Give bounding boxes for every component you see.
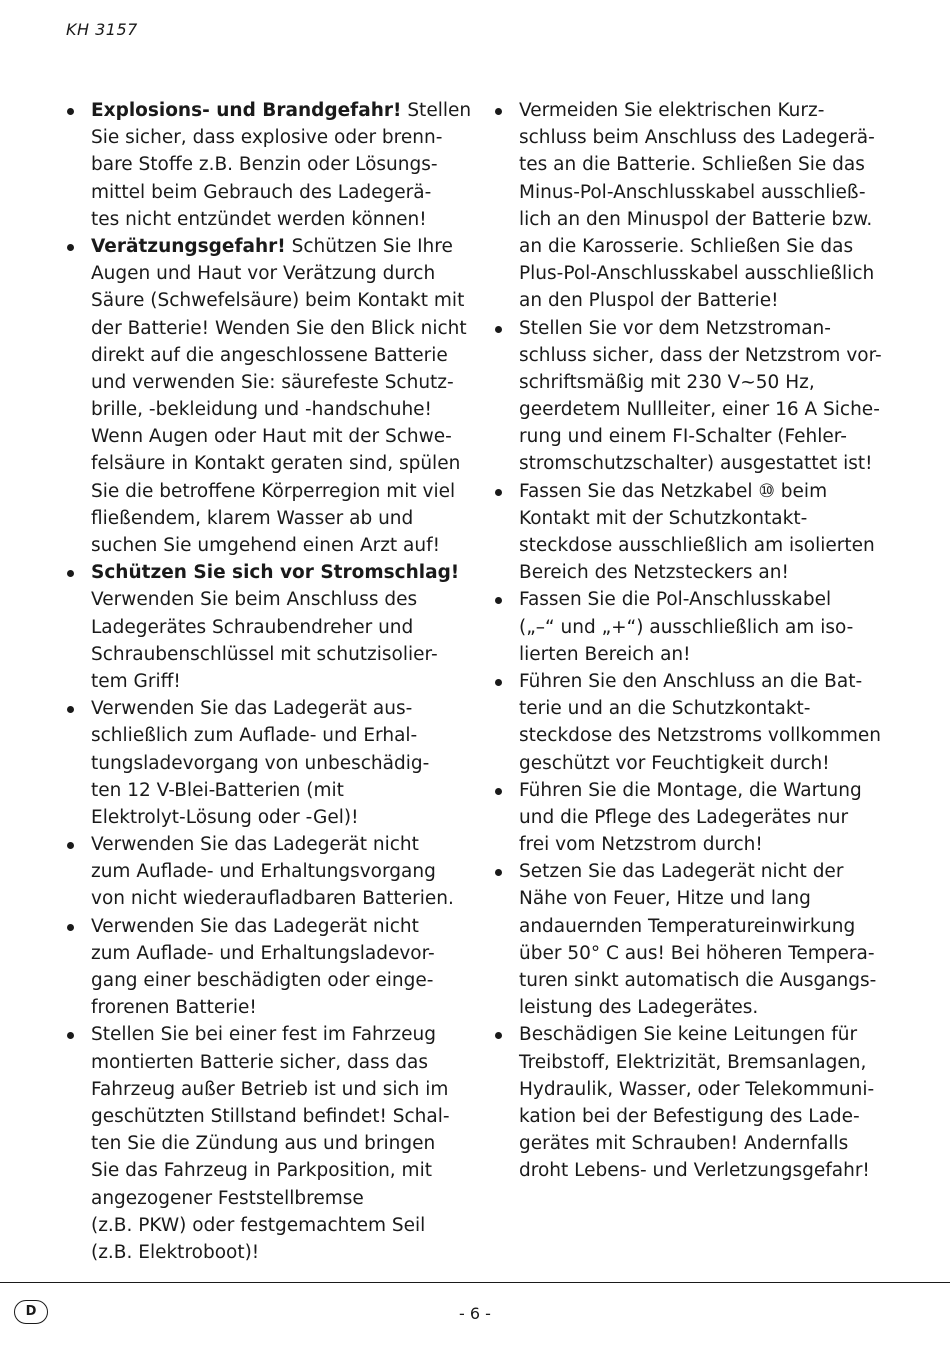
- text-line: [519, 967, 890, 994]
- safety-bullet-item: [490, 97, 890, 315]
- text-line: [91, 858, 462, 885]
- body-text: über 50° C aus! Bei höheren Tempera-: [519, 942, 875, 964]
- text-line: [519, 1103, 890, 1130]
- text-line: [91, 206, 462, 233]
- warning-heading: Verätzungsgefahr!: [91, 235, 286, 257]
- text-line: [91, 804, 462, 831]
- body-text: Fassen Sie das Netzkabel ⑩ beim: [519, 480, 828, 502]
- text-line: [91, 777, 462, 804]
- safety-bullet-item: [62, 695, 462, 831]
- body-text: brille, -bekleidung und -handschuhe!: [91, 399, 432, 421]
- text-line: [91, 586, 462, 613]
- safety-bullet-item: [490, 1021, 890, 1184]
- body-text: Verwenden Sie das Ladegerät nicht: [91, 834, 419, 856]
- text-line: [519, 777, 890, 804]
- text-line: [519, 260, 890, 287]
- body-text: Sie sicher, dass explosive oder brenn-: [91, 127, 443, 149]
- body-text: Elektrolyt-Lösung oder -Gel)!: [91, 806, 359, 828]
- body-text: (z.B. Elektroboot)!: [91, 1241, 260, 1263]
- text-line: [91, 695, 462, 722]
- text-line: [519, 1076, 890, 1103]
- text-line: [91, 124, 462, 151]
- body-text: ten 12 V-Blei-Batterien (mit: [91, 779, 344, 801]
- safety-bullet-item: [490, 777, 890, 859]
- text-line: [519, 695, 890, 722]
- body-text: turen sinkt automatisch die Ausgangs-: [519, 970, 877, 991]
- body-text: Beschädigen Sie keine Leitungen für: [519, 1024, 858, 1046]
- body-text: Stellen Sie vor dem Netzstroman-: [519, 317, 831, 339]
- text-line: [519, 315, 890, 342]
- body-text: tungsladevorgang von unbeschädig-: [91, 752, 430, 774]
- text-line: [91, 940, 462, 967]
- body-text: und die Pflege des Ladegerätes nur: [519, 806, 849, 828]
- text-line: [91, 532, 462, 559]
- text-line: [519, 206, 890, 233]
- text-line: [91, 994, 462, 1021]
- text-line: [91, 1103, 462, 1130]
- text-line: [519, 532, 890, 559]
- text-line: [91, 287, 465, 314]
- safety-bullet-item: [62, 1021, 462, 1266]
- text-line: [519, 287, 890, 314]
- body-text: frei vom Netzstrom durch!: [519, 834, 763, 856]
- body-text: kation bei der Befestigung des Lade-: [519, 1105, 860, 1127]
- text-line: [519, 641, 890, 668]
- body-text: Fahrzeug außer Betrieb ist und sich im: [91, 1078, 449, 1100]
- text-line: [91, 342, 462, 369]
- body-text: Säure (Schwefelsäure) beim Kontakt mit: [91, 290, 465, 312]
- text-line: [519, 994, 890, 1021]
- safety-bullet-item: [490, 668, 890, 777]
- text-line: [91, 913, 462, 940]
- text-line: [91, 1049, 462, 1076]
- body-text: angezogener Feststellbremse: [91, 1187, 364, 1209]
- text-line: [519, 831, 890, 858]
- body-text: geerdetem Nullleiter, einer 16 A Siche-: [519, 399, 880, 421]
- text-line: [519, 804, 890, 831]
- text-line: [519, 342, 890, 369]
- bullet-icon: [67, 706, 74, 713]
- text-line: [91, 478, 462, 505]
- body-text: tem Griff!: [91, 670, 181, 692]
- text-line: [519, 179, 890, 206]
- body-text: Führen Sie die Montage, die Wartung: [519, 779, 862, 801]
- text-line: [91, 179, 462, 206]
- safety-bullet-item: [62, 831, 462, 913]
- text-line: [91, 1157, 462, 1184]
- text-line: [519, 450, 890, 477]
- body-text: Hydraulik, Wasser, oder Telekommuni-: [519, 1078, 875, 1100]
- text-line: [91, 423, 462, 450]
- body-text: („–“ und „+“) ausschließlich am iso-: [519, 616, 854, 638]
- body-text: Schützen Sie Ihre: [285, 235, 453, 257]
- safety-bullet-item: [62, 97, 472, 233]
- body-text: Plus-Pol-Anschlusskabel ausschließlich: [519, 263, 875, 285]
- body-text: rung und einem FI-Schalter (Fehler-: [519, 426, 847, 448]
- body-text: bare Stoffe z.B. Benzin oder Lösungs-: [91, 154, 438, 176]
- warning-heading: Schützen Sie sich vor Stromschlag!: [91, 562, 460, 584]
- language-badge: D: [14, 1300, 48, 1324]
- body-text: gang einer beschädigten oder einge-: [91, 970, 434, 991]
- body-text: lich an den Minuspol der Batterie bzw.: [519, 208, 873, 230]
- text-line: [519, 1130, 890, 1157]
- bullet-icon: [67, 842, 74, 849]
- text-line: [519, 396, 890, 423]
- bullet-icon: [495, 679, 502, 686]
- body-text: Augen und Haut vor Verätzung durch: [91, 263, 436, 285]
- bullet-icon: [495, 869, 502, 876]
- body-text: (z.B. PKW) oder festgemachtem Seil: [91, 1214, 426, 1236]
- model-number: KH 3157: [66, 20, 138, 39]
- safety-bullet-item: [490, 478, 890, 587]
- body-text: Stellen: [401, 100, 472, 121]
- text-line: [91, 668, 462, 695]
- body-text: direkt auf die angeschlossene Batterie: [91, 344, 448, 366]
- body-text: montierten Batterie sicher, dass das: [91, 1051, 428, 1073]
- text-line: [91, 450, 462, 477]
- body-text: schluss beim Anschluss des Ladegerä-: [519, 127, 875, 149]
- body-text: lierten Bereich an!: [519, 643, 691, 665]
- text-line: [519, 151, 890, 178]
- bullet-icon: [67, 924, 74, 931]
- text-line: [91, 1021, 462, 1048]
- bullet-icon: [67, 570, 74, 577]
- right-text-column: [490, 97, 890, 1185]
- text-line: [519, 750, 890, 777]
- safety-bullet-item: [62, 913, 462, 1022]
- safety-bullet-item: [490, 586, 890, 668]
- body-text: tes an die Batterie. Schließen Sie das: [519, 154, 865, 176]
- text-line: [519, 505, 890, 532]
- body-text: und verwenden Sie: säurefeste Schutz-: [91, 371, 454, 393]
- text-line: [519, 478, 890, 505]
- body-text: Sie das Fahrzeug in Parkposition, mit: [91, 1160, 432, 1182]
- bullet-icon: [495, 1032, 502, 1039]
- body-text: suchen Sie umgehend einen Arzt auf!: [91, 535, 441, 556]
- body-text: Treibstoff, Elektrizität, Bremsanlagen,: [519, 1051, 867, 1073]
- body-text: mittel beim Gebrauch des Ladegerä-: [91, 181, 432, 203]
- body-text: leistung des Ladegerätes.: [519, 997, 759, 1019]
- safety-bullet-item: [62, 559, 462, 695]
- body-text: terie und an die Schutzkontakt-: [519, 698, 811, 720]
- footer-divider: [0, 1282, 950, 1283]
- body-text: Verwenden Sie das Ladegerät nicht: [91, 915, 419, 937]
- text-line: [91, 1185, 462, 1212]
- bullet-icon: [495, 489, 502, 496]
- body-text: Sie die betroffene Körperregion mit viel: [91, 480, 456, 502]
- body-text: Nähe von Feuer, Hitze und lang: [519, 888, 811, 910]
- text-line: [91, 1130, 462, 1157]
- bullet-icon: [495, 788, 502, 795]
- text-line: [91, 1076, 462, 1103]
- body-text: Bereich des Netzsteckers an!: [519, 562, 789, 584]
- body-text: Verwenden Sie das Ladegerät aus-: [91, 698, 413, 720]
- bullet-icon: [67, 244, 74, 251]
- text-line: [519, 940, 890, 967]
- body-text: Schraubenschlüssel mit schutzisolier-: [91, 643, 438, 665]
- body-text: geschützt vor Feuchtigkeit durch!: [519, 752, 830, 774]
- body-text: droht Lebens- und Verletzungsgefahr!: [519, 1160, 870, 1182]
- body-text: an den Pluspol der Batterie!: [519, 290, 779, 312]
- text-line: [91, 750, 462, 777]
- body-text: frorenen Batterie!: [91, 997, 257, 1019]
- text-line: [519, 559, 890, 586]
- body-text: steckdose des Netzstroms vollkommen: [519, 725, 881, 747]
- body-text: Verwenden Sie beim Anschluss des: [91, 589, 418, 611]
- body-text: Vermeiden Sie elektrischen Kurz-: [519, 100, 825, 121]
- body-text: Fassen Sie die Pol-Anschlusskabel: [519, 589, 832, 611]
- body-text: Wenn Augen oder Haut mit der Schwe-: [91, 426, 452, 448]
- safety-bullet-item: [490, 315, 890, 478]
- body-text: geschützten Stillstand befindet! Schal-: [91, 1105, 450, 1127]
- body-text: stromschutzschalter) ausgestattet ist!: [519, 453, 873, 475]
- text-line: [91, 1239, 462, 1266]
- body-text: schließlich zum Auflade- und Erhal-: [91, 725, 418, 747]
- text-line: [91, 1212, 462, 1239]
- body-text: gerätes mit Schrauben! Andernfalls: [519, 1133, 849, 1155]
- text-line: [91, 369, 462, 396]
- text-line: [91, 641, 462, 668]
- text-line: [519, 586, 890, 613]
- body-text: zum Auflade- und Erhaltungsladevor-: [91, 942, 435, 964]
- text-line: [91, 260, 462, 287]
- body-text: Minus-Pol-Anschlusskabel ausschließ-: [519, 181, 866, 203]
- text-line: [519, 614, 890, 641]
- bullet-icon: [495, 326, 502, 333]
- bullet-icon: [495, 108, 502, 115]
- text-line: [519, 858, 890, 885]
- text-line: [519, 668, 890, 695]
- body-text: tes nicht entzündet werden können!: [91, 208, 427, 230]
- text-line: [519, 885, 890, 912]
- safety-bullet-item: [62, 233, 467, 559]
- body-text: Stellen Sie bei einer fest im Fahrzeug: [91, 1024, 436, 1046]
- bullet-icon: [67, 108, 74, 115]
- text-line: [519, 124, 890, 151]
- text-line: [519, 1021, 890, 1048]
- body-text: Setzen Sie das Ladegerät nicht der: [519, 861, 844, 883]
- bullet-icon: [67, 1032, 74, 1039]
- text-line: [519, 1157, 890, 1184]
- text-line: [519, 369, 890, 396]
- body-text: von nicht wiederaufladbaren Batterien.: [91, 888, 454, 910]
- text-line: [91, 97, 472, 124]
- body-text: schluss sicher, dass der Netzstrom vor-: [519, 344, 882, 366]
- body-text: zum Auflade- und Erhaltungsvorgang: [91, 861, 436, 883]
- page-number: - 6 -: [459, 1304, 491, 1323]
- text-line: [91, 315, 467, 342]
- text-line: [91, 233, 462, 260]
- text-line: [519, 913, 890, 940]
- body-text: schriftsmäßig mit 230 V~50 Hz,: [519, 371, 815, 393]
- body-text: Kontakt mit der Schutzkontakt-: [519, 507, 808, 529]
- body-text: der Batterie! Wenden Sie den Blick nicht: [91, 317, 467, 339]
- warning-heading: Explosions- und Brandgefahr!: [91, 100, 402, 121]
- text-line: [519, 97, 890, 124]
- text-line: [519, 722, 890, 749]
- text-line: [519, 423, 890, 450]
- text-line: [519, 233, 890, 260]
- body-text: felsäure in Kontakt geraten sind, spülen: [91, 453, 461, 475]
- body-text: Führen Sie den Anschluss an die Bat-: [519, 670, 863, 692]
- body-text: an die Karosserie. Schließen Sie das: [519, 235, 854, 257]
- text-line: [91, 614, 462, 641]
- text-line: [91, 505, 462, 532]
- body-text: Ladegerätes Schraubendreher und: [91, 616, 414, 638]
- text-line: [91, 151, 462, 178]
- body-text: fließendem, klarem Wasser ab und: [91, 507, 414, 529]
- text-line: [91, 722, 462, 749]
- safety-bullet-item: [490, 858, 890, 1021]
- text-line: [91, 396, 462, 423]
- bullet-icon: [495, 597, 502, 604]
- text-line: [91, 559, 462, 586]
- left-text-column: [62, 97, 472, 1266]
- text-line: [91, 831, 462, 858]
- text-line: [519, 1049, 890, 1076]
- body-text: steckdose ausschließlich am isolierten: [519, 535, 875, 556]
- text-line: [91, 885, 462, 912]
- text-line: [91, 967, 462, 994]
- body-text: ten Sie die Zündung aus und bringen: [91, 1133, 436, 1155]
- body-text: andauernden Temperatureinwirkung: [519, 915, 856, 937]
